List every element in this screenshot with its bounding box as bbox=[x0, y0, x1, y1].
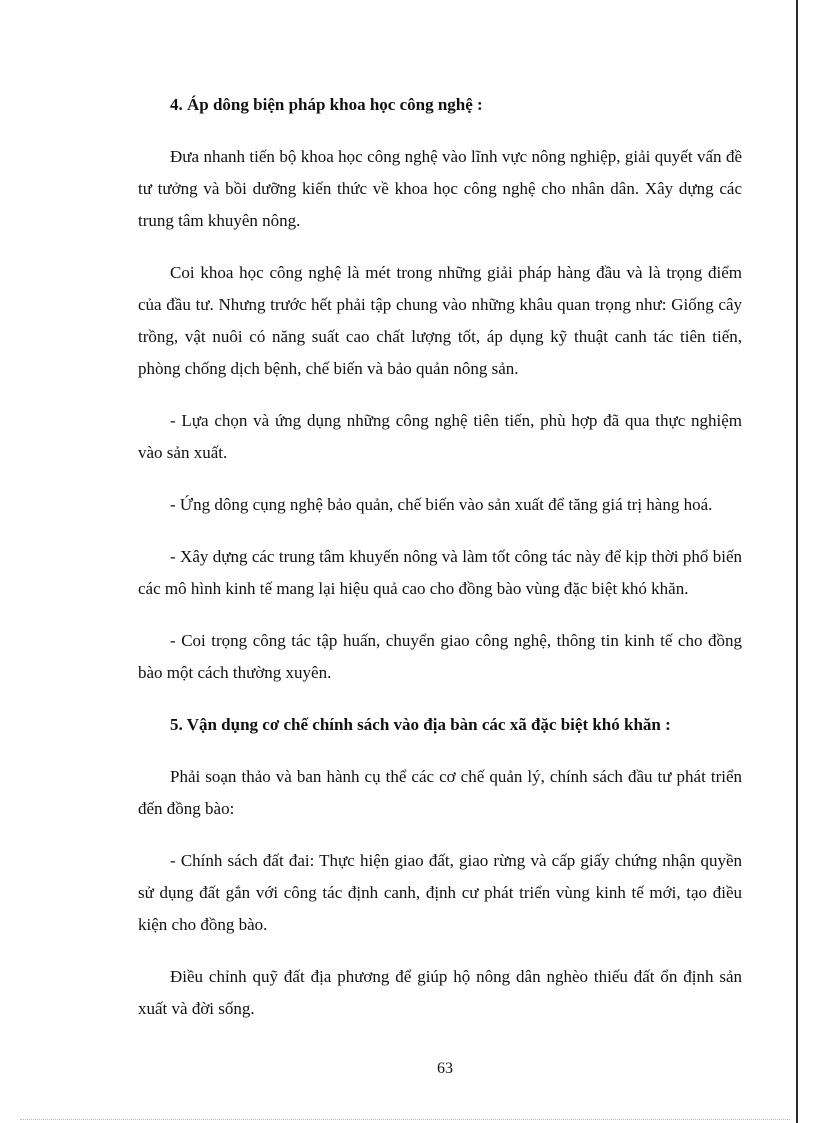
section-5-heading: 5. Vận dụng cơ chế chính sách vào địa bàn các xã đặc biệt khó khăn : bbox=[170, 715, 671, 734]
section-4-paragraph: Đưa nhanh tiến bộ khoa học công nghệ vào lĩnh vực nông nghiệp, giải quyết vấn đề tư tưởng và bồi dưỡng kiến thức về khoa học công nghệ cho nhân dân. Xây dựng các trung tâm khuyên nông. bbox=[138, 147, 742, 230]
document-body bbox=[138, 89, 742, 1025]
section-4-paragraph: Coi khoa học công nghệ là mét trong những giải pháp hàng đầu và là trọng điểm của đầu tư. Nhưng trước hết phải tập chung vào những khâu quan trọng như: Giống cây trồng, vật nuôi có năng suất cao chất lượng tốt, áp dụng kỹ thuật canh tác tiên tiến, phòng chống dịch bệnh, chế biến và bảo quản nông sản. bbox=[138, 263, 742, 378]
section-5-paragraph: Điều chỉnh quỹ đất địa phương để giúp hộ nông dân nghèo thiếu đất ổn định sản xuất và đời sống. bbox=[138, 967, 742, 1018]
section-4-bullet: - Ứng dông cụng nghệ bảo quản, chế biến vào sản xuất để tăng giá trị hàng hoá. bbox=[170, 495, 713, 514]
page-number: 63 bbox=[437, 1060, 453, 1077]
section-5-bullet: - Chính sách đất đai: Thực hiện giao đất, giao rừng và cấp giấy chứng nhận quyền sử dụng đất gắn với công tác định canh, định cư phát triển vùng kinh tế mới, tạo điều kiện cho đồng bào. bbox=[138, 851, 742, 934]
section-4-bullet: - Lựa chọn và ứng dụng những công nghệ tiên tiến, phù hợp đã qua thực nghiệm vào sản xuất. bbox=[138, 411, 742, 462]
section-4-bullet: - Coi trọng công tác tập huấn, chuyển giao công nghệ, thông tin kinh tế cho đồng bào một cách thường xuyên. bbox=[138, 631, 742, 682]
section-5-paragraph: Phải soạn thảo và ban hành cụ thể các cơ chế quản lý, chính sách đầu tư phát triển đến đồng bào: bbox=[138, 767, 742, 818]
section-4-heading: 4. Áp dông biện pháp khoa học công nghệ : bbox=[170, 95, 483, 114]
section-4-bullet: - Xây dựng các trung tâm khuyến nông và làm tốt công tác này để kịp thời phổ biến các mô hình kinh tế mang lại hiệu quả cao cho đồng bào vùng đặc biệt khó khăn. bbox=[138, 547, 742, 598]
bottom-divider bbox=[20, 1119, 790, 1120]
